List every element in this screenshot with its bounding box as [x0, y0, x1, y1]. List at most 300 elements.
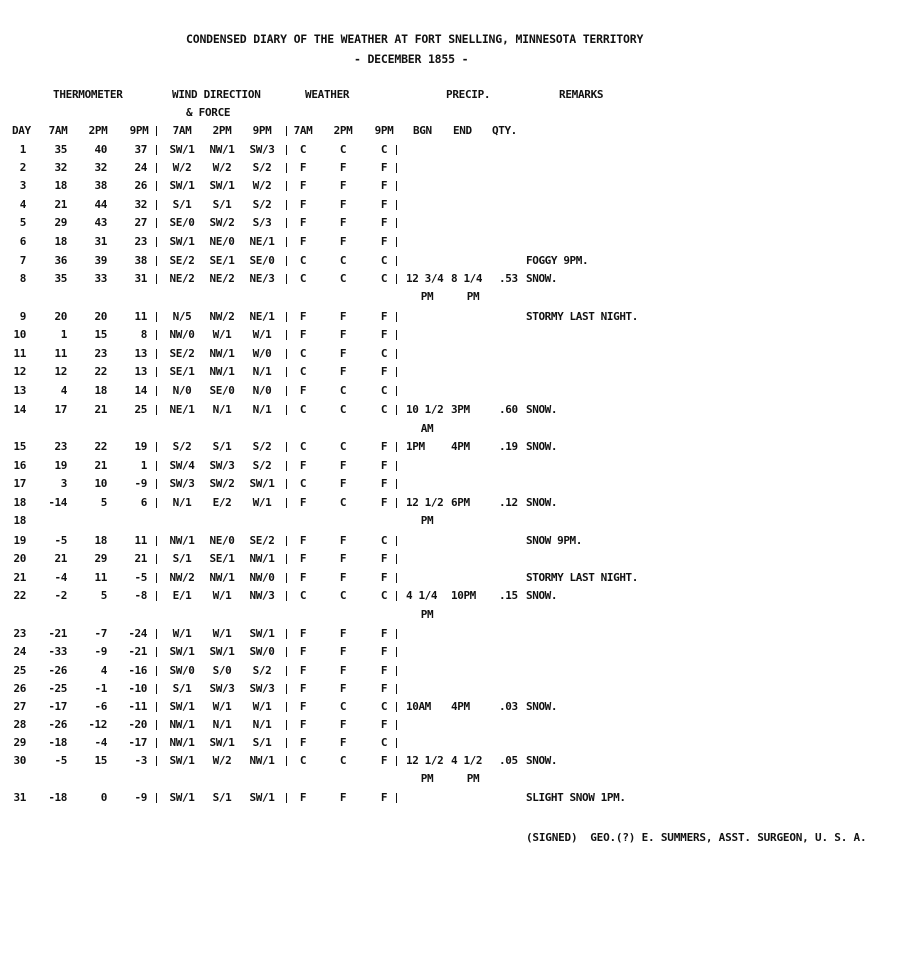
cell-x2: F — [339, 179, 347, 192]
cell-day: 17 — [13, 477, 26, 490]
cell-w9: W/0 — [252, 347, 272, 360]
cell-w2: NW/1 — [209, 143, 235, 156]
cell-t2: 18 — [94, 534, 107, 547]
cell-w2: W/2 — [212, 754, 232, 767]
cell-x9: C — [380, 347, 388, 360]
table-row — [0, 590, 900, 604]
cell-x2: F — [339, 310, 347, 323]
cell-w7: W/1 — [172, 627, 192, 640]
table-row — [0, 144, 900, 158]
column-separator — [396, 554, 397, 564]
column-separator — [156, 274, 157, 284]
cell-t9: 6 — [140, 496, 147, 509]
cell-day: 14 — [13, 403, 26, 416]
cell-bgn: 12 1/2 — [406, 754, 444, 767]
cell-x2: C — [339, 700, 347, 713]
cell-t7: -5 — [54, 534, 67, 547]
cell-x2: C — [339, 384, 347, 397]
col-precip-bgn: BGN — [413, 124, 432, 137]
cell-day: 11 — [13, 347, 26, 360]
cell-x9: F — [380, 552, 388, 565]
cell-x9: C — [380, 272, 388, 285]
cell-x2: F — [339, 682, 347, 695]
cell-day: 10 — [13, 328, 26, 341]
cell-day: 2 — [19, 161, 26, 174]
cell-t9: 11 — [134, 310, 147, 323]
column-separator — [396, 591, 397, 601]
column-separator — [156, 349, 157, 359]
table-row — [0, 792, 900, 806]
cell-x2: F — [339, 347, 347, 360]
cell-day: 5 — [19, 216, 26, 229]
cell-w9: W/2 — [252, 179, 272, 192]
cell-w9: S/2 — [252, 198, 272, 211]
cell-t7: -18 — [48, 791, 67, 804]
cell-w2: S/0 — [212, 664, 232, 677]
cell-day: 19 — [13, 534, 26, 547]
cell-t2: 33 — [94, 272, 107, 285]
column-separator — [286, 442, 287, 452]
cell-x9: F — [380, 571, 388, 584]
col-day: DAY — [12, 124, 31, 137]
cell-x9: F — [380, 627, 388, 640]
column-separator — [286, 405, 287, 415]
cell-x7: C — [299, 754, 307, 767]
cell-w9: SW/0 — [249, 645, 275, 658]
column-separator — [156, 218, 157, 228]
column-separator — [396, 200, 397, 210]
cell-w2: NE/0 — [209, 235, 235, 248]
column-separator — [156, 126, 157, 136]
column-separator — [286, 200, 287, 210]
cell-remark: SNOW. — [526, 440, 558, 453]
cell-w2: W/1 — [212, 589, 232, 602]
cell-qty: .19 — [499, 440, 518, 453]
cell-x2: F — [339, 477, 347, 490]
cell-x7: C — [299, 589, 307, 602]
cell-x2: F — [339, 459, 347, 472]
column-separator — [396, 163, 397, 173]
cell-w2: W/2 — [212, 161, 232, 174]
cell-x7: F — [299, 179, 307, 192]
table-row — [0, 460, 900, 474]
cell-bgn-continuation: PM — [420, 514, 434, 527]
cell-t9: 37 — [134, 143, 147, 156]
column-separator — [286, 591, 287, 601]
column-separator — [396, 720, 397, 730]
cell-w7: N/1 — [172, 496, 192, 509]
cell-w7: SW/1 — [169, 645, 195, 658]
col-temp-9pm: 9PM — [129, 124, 149, 137]
column-separator — [156, 591, 157, 601]
cell-day: 26 — [13, 682, 26, 695]
header-wind: WIND DIRECTION — [172, 88, 261, 101]
cell-w9: N/1 — [252, 718, 272, 731]
cell-x2: F — [339, 736, 347, 749]
column-separator — [286, 256, 287, 266]
cell-day: 13 — [13, 384, 26, 397]
cell-t2: -7 — [94, 627, 107, 640]
cell-w2: N/1 — [212, 403, 232, 416]
cell-x9: C — [380, 700, 388, 713]
cell-x7: F — [299, 198, 307, 211]
cell-x9: F — [380, 459, 388, 472]
cell-w9: NE/3 — [249, 272, 275, 285]
column-separator — [286, 554, 287, 564]
col-wind-9pm: 9PM — [252, 124, 272, 137]
cell-x9: F — [380, 235, 388, 248]
cell-t2: -1 — [94, 682, 107, 695]
cell-x2: F — [339, 645, 347, 658]
table-row — [0, 719, 900, 733]
cell-t2: 18 — [94, 384, 107, 397]
cell-x7: C — [299, 403, 307, 416]
cell-w9: NE/1 — [249, 235, 275, 248]
column-separator — [286, 720, 287, 730]
cell-t9: 32 — [134, 198, 147, 211]
cell-x2: F — [339, 328, 347, 341]
cell-w2: SE/1 — [209, 254, 235, 267]
cell-day: 23 — [13, 627, 26, 640]
cell-t9: 8 — [140, 328, 147, 341]
cell-x7: C — [299, 365, 307, 378]
table-row — [0, 311, 900, 325]
cell-t7: 18 — [54, 235, 67, 248]
column-separator — [156, 386, 157, 396]
document-subtitle: - DECEMBER 1855 - — [354, 52, 469, 66]
cell-t2: 23 — [94, 347, 107, 360]
cell-w9: W/1 — [252, 328, 272, 341]
cell-qty: .12 — [499, 496, 518, 509]
cell-t7: -26 — [48, 664, 67, 677]
cell-w9: S/3 — [252, 216, 272, 229]
cell-t2: 11 — [94, 571, 107, 584]
cell-t9: 38 — [134, 254, 147, 267]
column-separator — [286, 793, 287, 803]
column-separator — [396, 312, 397, 322]
cell-x7: F — [299, 534, 307, 547]
cell-w2: SW/3 — [209, 682, 235, 695]
table-row — [0, 497, 900, 511]
cell-x9: F — [380, 791, 388, 804]
cell-qty: .15 — [499, 589, 518, 602]
cell-w2: NW/1 — [209, 365, 235, 378]
cell-w9: SE/2 — [249, 534, 275, 547]
cell-x2: C — [339, 754, 347, 767]
cell-w9: W/1 — [252, 700, 272, 713]
cell-t7: 35 — [54, 272, 67, 285]
column-separator — [156, 684, 157, 694]
cell-w9: SW/3 — [249, 682, 275, 695]
cell-x7: F — [299, 161, 307, 174]
cell-day: 21 — [13, 571, 26, 584]
column-separator — [396, 218, 397, 228]
column-separator — [156, 200, 157, 210]
cell-t2: 22 — [94, 440, 107, 453]
cell-x2: C — [339, 143, 347, 156]
cell-w9: S/1 — [252, 736, 272, 749]
column-separator — [156, 256, 157, 266]
cell-x9: C — [380, 736, 388, 749]
cell-x7: C — [299, 477, 307, 490]
column-separator — [286, 756, 287, 766]
cell-day: 4 — [19, 198, 26, 211]
table-row-continuation — [0, 515, 900, 529]
cell-t2: 21 — [94, 459, 107, 472]
cell-end: 10PM — [451, 589, 476, 602]
cell-x9: F — [380, 682, 388, 695]
cell-x9: F — [380, 645, 388, 658]
cell-remark: SNOW. — [526, 754, 558, 767]
cell-bgn-continuation: PM — [420, 772, 434, 785]
cell-qty: .03 — [499, 700, 518, 713]
document-title: CONDENSED DIARY OF THE WEATHER AT FORT SNELLING, MINNESOTA TERRITORY — [186, 32, 644, 46]
cell-t7: 21 — [54, 198, 67, 211]
cell-t9: 25 — [134, 403, 147, 416]
cell-t7: 21 — [54, 552, 67, 565]
column-separator — [286, 181, 287, 191]
cell-x9: F — [380, 718, 388, 731]
cell-t2: 31 — [94, 235, 107, 248]
cell-t7: 20 — [54, 310, 67, 323]
cell-t9: 23 — [134, 235, 147, 248]
cell-x9: F — [380, 328, 388, 341]
cell-day: 28 — [13, 718, 26, 731]
column-separator — [396, 145, 397, 155]
column-separator — [286, 684, 287, 694]
cell-t2: 4 — [100, 664, 107, 677]
column-separator — [286, 126, 287, 136]
cell-w2: NW/1 — [209, 571, 235, 584]
cell-w7: SW/0 — [169, 664, 195, 677]
table-row — [0, 737, 900, 751]
cell-w2: SW/2 — [209, 216, 235, 229]
cell-bgn: 4 1/4 — [406, 589, 438, 602]
col-weather-2pm: 2PM — [333, 124, 353, 137]
cell-x7: F — [299, 496, 307, 509]
cell-w7: NE/2 — [169, 272, 195, 285]
cell-w9: NW/3 — [249, 589, 275, 602]
cell-x7: F — [299, 664, 307, 677]
cell-bgn-continuation: AM — [420, 422, 434, 435]
cell-w2: E/2 — [212, 496, 232, 509]
cell-w7: SW/1 — [169, 235, 195, 248]
table-row — [0, 162, 900, 176]
column-separator — [156, 498, 157, 508]
cell-t7: 4 — [60, 384, 67, 397]
cell-x7: C — [299, 272, 307, 285]
cell-t7: -33 — [48, 645, 67, 658]
cell-t7: 17 — [54, 403, 67, 416]
cell-bgn-continuation: PM — [420, 290, 434, 303]
cell-w2: SE/1 — [209, 552, 235, 565]
column-separator — [396, 349, 397, 359]
cell-x2: F — [339, 534, 347, 547]
cell-w9: SW/1 — [249, 627, 275, 640]
cell-x9: C — [380, 384, 388, 397]
cell-t9: 21 — [134, 552, 147, 565]
cell-w2: NE/2 — [209, 272, 235, 285]
cell-t7: -21 — [48, 627, 67, 640]
column-separator — [286, 647, 287, 657]
column-separator — [396, 386, 397, 396]
table-row — [0, 701, 900, 715]
cell-end-continuation: PM — [466, 290, 480, 303]
cell-bgn-continuation: PM — [420, 608, 434, 621]
cell-w2: W/1 — [212, 700, 232, 713]
table-row — [0, 329, 900, 343]
cell-remark: STORMY LAST NIGHT. — [526, 571, 639, 584]
cell-w7: SE/2 — [169, 254, 195, 267]
cell-t9: 1 — [140, 459, 147, 472]
cell-w7: NW/0 — [169, 328, 195, 341]
cell-x9: F — [380, 365, 388, 378]
table-row-continuation — [0, 423, 900, 437]
table-row — [0, 366, 900, 380]
cell-w7: SE/2 — [169, 347, 195, 360]
cell-x7: F — [299, 718, 307, 731]
column-separator — [396, 666, 397, 676]
cell-t9: 19 — [134, 440, 147, 453]
cell-w2: N/1 — [212, 718, 232, 731]
cell-x2: C — [339, 403, 347, 416]
cell-w7: NW/2 — [169, 571, 195, 584]
table-row-continuation — [0, 773, 900, 787]
table-row — [0, 572, 900, 586]
cell-t2: 39 — [94, 254, 107, 267]
cell-remark: FOGGY 9PM. — [526, 254, 589, 267]
table-row — [0, 199, 900, 213]
header-weather: WEATHER — [305, 88, 350, 101]
cell-x7: F — [299, 791, 307, 804]
column-separator — [286, 312, 287, 322]
cell-t2: 38 — [94, 179, 107, 192]
column-separator — [396, 573, 397, 583]
cell-day: 27 — [13, 700, 26, 713]
cell-x9: C — [380, 143, 388, 156]
cell-day: 6 — [19, 235, 26, 248]
cell-t2: -12 — [88, 718, 107, 731]
cell-w2: NE/0 — [209, 534, 235, 547]
cell-x2: F — [339, 791, 347, 804]
table-row — [0, 404, 900, 418]
cell-t9: -20 — [128, 718, 147, 731]
cell-t2: 21 — [94, 403, 107, 416]
table-row — [0, 553, 900, 567]
cell-day: 7 — [19, 254, 26, 267]
cell-bgn: 10AM — [406, 700, 431, 713]
cell-t9: -17 — [128, 736, 147, 749]
column-separator — [156, 145, 157, 155]
table-row — [0, 385, 900, 399]
cell-w7: S/1 — [172, 198, 192, 211]
cell-x7: F — [299, 736, 307, 749]
column-separator — [396, 256, 397, 266]
column-separator — [396, 274, 397, 284]
cell-x9: F — [380, 440, 388, 453]
cell-t7: -2 — [54, 589, 67, 602]
cell-end: 6PM — [451, 496, 470, 509]
cell-t2: 20 — [94, 310, 107, 323]
cell-x9: F — [380, 216, 388, 229]
column-separator — [286, 145, 287, 155]
cell-x9: C — [380, 254, 388, 267]
cell-t7: 11 — [54, 347, 67, 360]
column-separator — [396, 702, 397, 712]
cell-day: 3 — [19, 179, 26, 192]
cell-remark: SNOW. — [526, 496, 558, 509]
cell-x7: F — [299, 235, 307, 248]
cell-t9: 13 — [134, 365, 147, 378]
cell-x2: F — [339, 571, 347, 584]
cell-x2: C — [339, 272, 347, 285]
column-separator — [156, 573, 157, 583]
table-row — [0, 255, 900, 269]
col-temp-2pm: 2PM — [88, 124, 108, 137]
cell-w9: N/1 — [252, 365, 272, 378]
cell-x2: C — [339, 254, 347, 267]
cell-x7: F — [299, 627, 307, 640]
cell-x9: C — [380, 589, 388, 602]
cell-end: 4PM — [451, 700, 470, 713]
cell-t7: 29 — [54, 216, 67, 229]
cell-w7: SW/1 — [169, 754, 195, 767]
cell-end: 3PM — [451, 403, 470, 416]
cell-t7: -25 — [48, 682, 67, 695]
cell-t7: 3 — [60, 477, 67, 490]
column-separator — [286, 386, 287, 396]
cell-t2: 40 — [94, 143, 107, 156]
cell-x2: F — [339, 627, 347, 640]
col-weather-9pm: 9PM — [374, 124, 394, 137]
table-row — [0, 348, 900, 362]
column-header-row — [0, 125, 900, 139]
cell-x7: C — [299, 440, 307, 453]
cell-x2: F — [339, 664, 347, 677]
column-separator — [156, 793, 157, 803]
header-thermometer: THERMOMETER — [53, 88, 123, 101]
cell-t7: 32 — [54, 161, 67, 174]
cell-t9: -16 — [128, 664, 147, 677]
cell-t9: -8 — [134, 589, 147, 602]
cell-end-continuation: PM — [466, 772, 480, 785]
cell-x2: F — [339, 235, 347, 248]
cell-w9: SW/1 — [249, 791, 275, 804]
cell-t2: 32 — [94, 161, 107, 174]
cell-x7: F — [299, 459, 307, 472]
cell-x2: C — [339, 496, 347, 509]
cell-w7: SW/1 — [169, 179, 195, 192]
cell-t9: 26 — [134, 179, 147, 192]
cell-t9: 11 — [134, 534, 147, 547]
signature: (SIGNED) GEO.(?) E. SUMMERS, ASST. SURGEON, U. S. A. — [526, 831, 867, 844]
cell-day: 15 — [13, 440, 26, 453]
cell-day-continuation: 18 — [13, 514, 26, 527]
header-remarks: REMARKS — [559, 88, 604, 101]
cell-t7: 12 — [54, 365, 67, 378]
cell-w7: NW/1 — [169, 736, 195, 749]
cell-x9: F — [380, 179, 388, 192]
column-separator — [156, 479, 157, 489]
cell-qty: .60 — [499, 403, 518, 416]
column-separator — [156, 367, 157, 377]
cell-t2: 15 — [94, 328, 107, 341]
cell-t2: 22 — [94, 365, 107, 378]
cell-w9: NW/1 — [249, 754, 275, 767]
cell-x2: F — [339, 198, 347, 211]
cell-w9: NW/1 — [249, 552, 275, 565]
cell-t2: -9 — [94, 645, 107, 658]
